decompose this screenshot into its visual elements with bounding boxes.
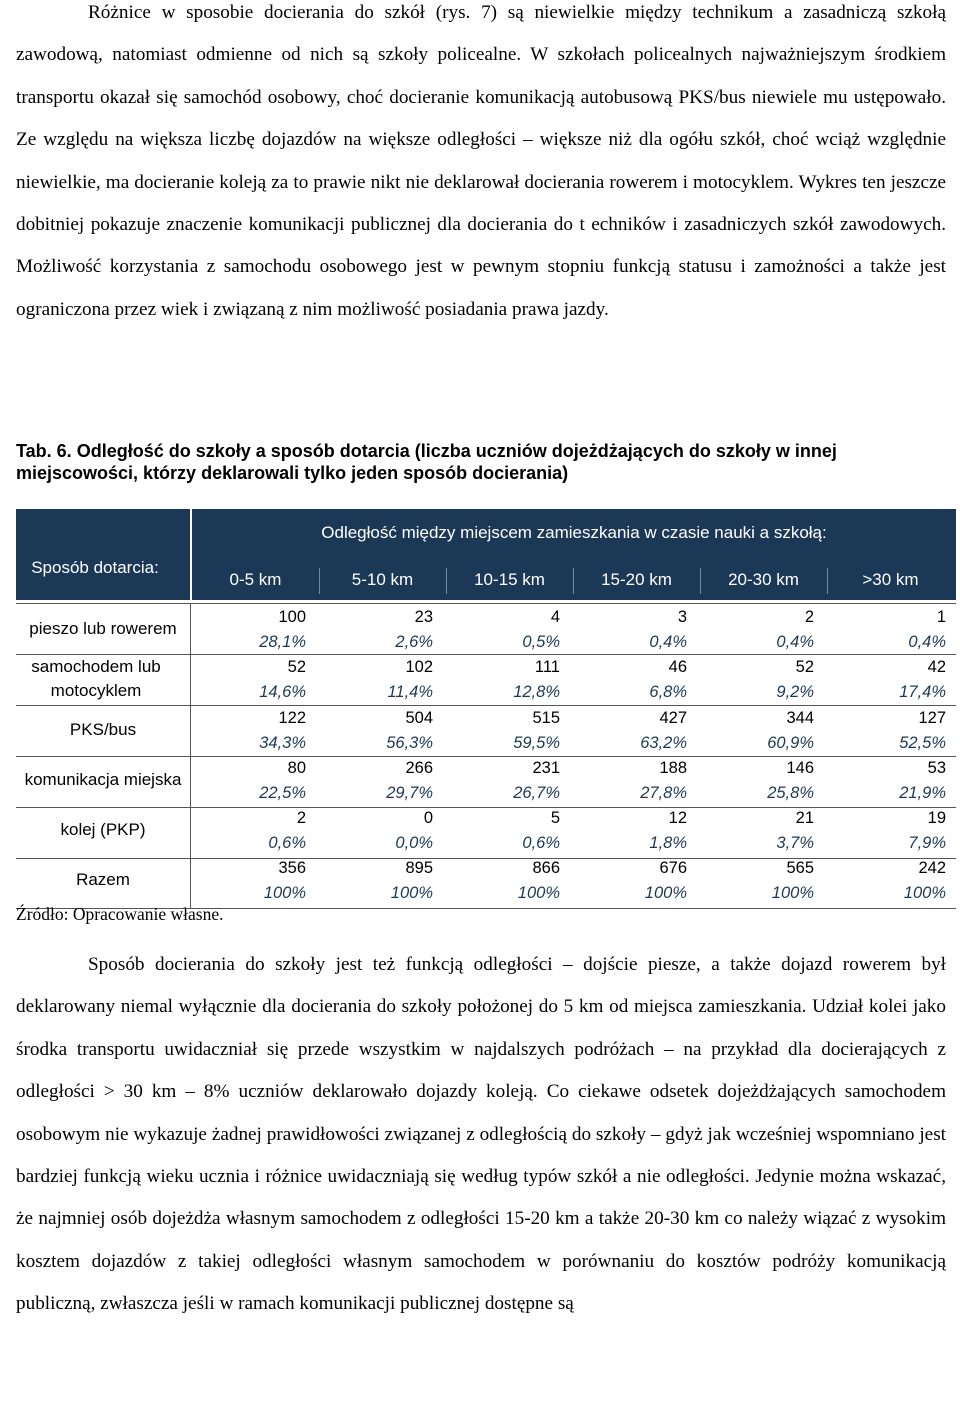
- count-cell: 356: [278, 859, 306, 877]
- body-paragraph-2: Sposób docierania do szkoły jest też funkcją odległości – dojście piesze, a także dojazd rowerem był deklarowany niemal wyłącznie dla docierania do szkoły położonej do 5 km od miejsca zamieszkania. Udział kolei jako środka transportu uwidaczniał się przede wszystkim w najdalszych podróżach – na przykład dla docierających z odległości > 30 km – 8% uczniów deklarowało dojazdy koleją. Co ciekawe odsetek dojeżdżających samochodem osobowym nie wykazuje żadnej prawidłowości związanej z odległością do szkoły – gdyż jak wcześniej wspomniano jest bardziej funkcją wieku ucznia i różnice uwidaczniają się według typów szkół a nie odległości. Jedynie można wskazać, że najmniej osób dojeżdża własnym samochodem z odległości 15-20 km a także 20-30 km co należy wiązać z wysokim kosztem dojazdów z takiej odległości własnym samochodem w porównaniu do kosztów podróży komunikacją publiczną, zwłaszcza jeśli w ramach komunikacji publicznej dostępne są: [16, 954, 946, 1315]
- percent-cell: 0,5%: [522, 633, 560, 651]
- percent-cell: 100%: [903, 884, 946, 902]
- count-cell: 19: [927, 809, 946, 827]
- count-cell: 866: [532, 859, 560, 877]
- percent-cell: 22,5%: [259, 784, 306, 802]
- count-cell: 565: [786, 859, 814, 877]
- count-cell: 188: [659, 759, 687, 777]
- column-header-10-15km: 10-15 km: [474, 570, 545, 589]
- count-cell: 3: [677, 608, 687, 626]
- column-header-20-30km: 20-30 km: [728, 570, 799, 589]
- percent-cell: 60,9%: [767, 734, 814, 752]
- count-cell: 1: [936, 608, 946, 626]
- percent-cell: 1,8%: [649, 834, 687, 852]
- count-cell: 127: [918, 709, 946, 727]
- count-cell: 52: [795, 658, 814, 676]
- percent-cell: 9,2%: [776, 683, 814, 701]
- count-cell: 0: [423, 809, 433, 827]
- percent-cell: 11,4%: [387, 683, 433, 701]
- percent-cell: 21,9%: [899, 784, 946, 802]
- percent-cell: 52,5%: [899, 734, 946, 752]
- column-divider: [319, 568, 320, 594]
- percent-cell: 17,4%: [899, 683, 946, 701]
- count-cell: 21: [795, 809, 814, 827]
- percent-cell: 12,8%: [513, 683, 560, 701]
- percent-cell: 6,8%: [649, 683, 687, 701]
- count-cell: 23: [414, 608, 433, 626]
- count-cell: 4: [550, 608, 560, 626]
- count-cell: 53: [927, 759, 946, 777]
- count-cell: 42: [927, 658, 946, 676]
- distance-header-cell: [192, 509, 956, 600]
- row-label-walk-bike: pieszo lub rowerem: [29, 619, 177, 638]
- column-header-15-20km: 15-20 km: [601, 570, 672, 589]
- count-cell: 427: [659, 709, 687, 727]
- row-label-city-transport: komunikacja miejska: [24, 770, 182, 789]
- column-header-over-30km: >30 km: [862, 570, 919, 589]
- count-cell: 52: [287, 658, 306, 676]
- distance-transport-table: [16, 509, 956, 909]
- percent-cell: 0,4%: [649, 633, 687, 651]
- percent-cell: 100%: [771, 884, 814, 902]
- table-caption-label: Tab. 6.: [16, 441, 72, 461]
- percent-cell: 0,6%: [268, 834, 306, 852]
- count-cell: 266: [405, 759, 433, 777]
- percent-cell: 34,3%: [259, 734, 306, 752]
- percent-cell: 56,3%: [386, 734, 433, 752]
- percent-cell: 28,1%: [259, 633, 306, 651]
- count-cell: 504: [405, 709, 433, 727]
- table-caption-text: Odległość do szkoły a sposób dotarcia (liczba uczniów dojeżdżających do szkoły w innej miejscowości, którzy deklarowali tylko jeden sposób docierania): [16, 441, 837, 483]
- row-label-rail: kolej (PKP): [60, 820, 146, 839]
- column-divider: [573, 568, 574, 594]
- column-divider: [827, 568, 828, 594]
- column-header-0-5km: 0-5 km: [229, 570, 282, 589]
- percent-cell: 27,8%: [640, 784, 687, 802]
- count-cell: 146: [786, 759, 814, 777]
- percent-cell: 63,2%: [640, 734, 687, 752]
- percent-cell: 100%: [390, 884, 433, 902]
- count-cell: 111: [534, 658, 560, 676]
- count-cell: 231: [532, 759, 560, 777]
- count-cell: 895: [405, 859, 433, 877]
- percent-cell: 0,4%: [908, 633, 946, 651]
- percent-cell: 0,0%: [395, 834, 433, 852]
- table-caption: [16, 440, 946, 484]
- count-cell: 2: [804, 608, 814, 626]
- count-cell: 515: [532, 709, 560, 727]
- count-cell: 12: [668, 809, 687, 827]
- row-header-cell: [16, 509, 191, 600]
- count-cell: 122: [278, 709, 306, 727]
- row-header-label: Sposób dotarcia:: [31, 558, 159, 577]
- count-cell: 5: [550, 809, 560, 827]
- row-label-pks-bus: PKS/bus: [69, 720, 137, 739]
- row-label-car-motorbike: samochodem lub motocyklem: [31, 657, 161, 700]
- percent-cell: 14,6%: [259, 683, 306, 701]
- column-divider: [446, 568, 447, 594]
- percent-cell: 0,6%: [522, 834, 560, 852]
- row-label-total: Razem: [76, 870, 130, 889]
- body-paragraph-1: Różnice w sposobie docierania do szkół (rys. 7) są niewielkie między technikum a zasadniczą szkołą zawodową, natomiast odmienne od nich są szkoły policealne. W szkołach policealnych najważniejszym środkiem transportu okazał się samochód osobowy, choć docieranie komunikacją autobusową PKS/bus niewiele mu ustępowało. Ze względu na większa liczbę dojazdów na większe odległości – większe niż dla ogółu szkół, choć wciąż względnie niewielkie, ma docieranie koleją za to prawie nikt nie deklarował docierania rowerem i motocyklem. Wykres ten jeszcze dobitniej pokazuje znaczenie komunikacji publicznej dla docierania do t echników i zasadniczych szkół zawodowych. Możliwość korzystania z samochodu osobowego jest w pewnym stopniu funkcją statusu i zamożności a także jest ograniczona przez wiek i związaną z nim możliwość posiadania prawa jazdy.: [16, 2, 946, 320]
- count-cell: 242: [918, 859, 946, 877]
- distance-span-header: Odległość między miejscem zamieszkania w czasie nauki a szkołą:: [321, 523, 827, 542]
- percent-cell: 26,7%: [513, 784, 560, 802]
- count-cell: 100: [278, 608, 306, 626]
- percent-cell: 100%: [517, 884, 560, 902]
- percent-cell: 0,4%: [776, 633, 814, 651]
- count-cell: 344: [786, 709, 814, 727]
- percent-cell: 2,6%: [395, 633, 433, 651]
- percent-cell: 59,5%: [513, 734, 560, 752]
- percent-cell: 29,7%: [386, 784, 433, 802]
- column-divider: [700, 568, 701, 594]
- count-cell: 46: [668, 658, 687, 676]
- percent-cell: 7,9%: [908, 834, 946, 852]
- count-cell: 102: [405, 658, 433, 676]
- table-rule: [16, 603, 956, 604]
- count-cell: 80: [287, 759, 306, 777]
- percent-cell: 100%: [644, 884, 687, 902]
- percent-cell: 3,7%: [776, 834, 814, 852]
- count-cell: 2: [296, 809, 306, 827]
- column-header-5-10km: 5-10 km: [351, 570, 414, 589]
- percent-cell: 100%: [263, 884, 306, 902]
- percent-cell: 25,8%: [767, 784, 814, 802]
- table-source-note: Źródło: Opracowanie własne.: [16, 904, 224, 924]
- count-cell: 676: [659, 859, 687, 877]
